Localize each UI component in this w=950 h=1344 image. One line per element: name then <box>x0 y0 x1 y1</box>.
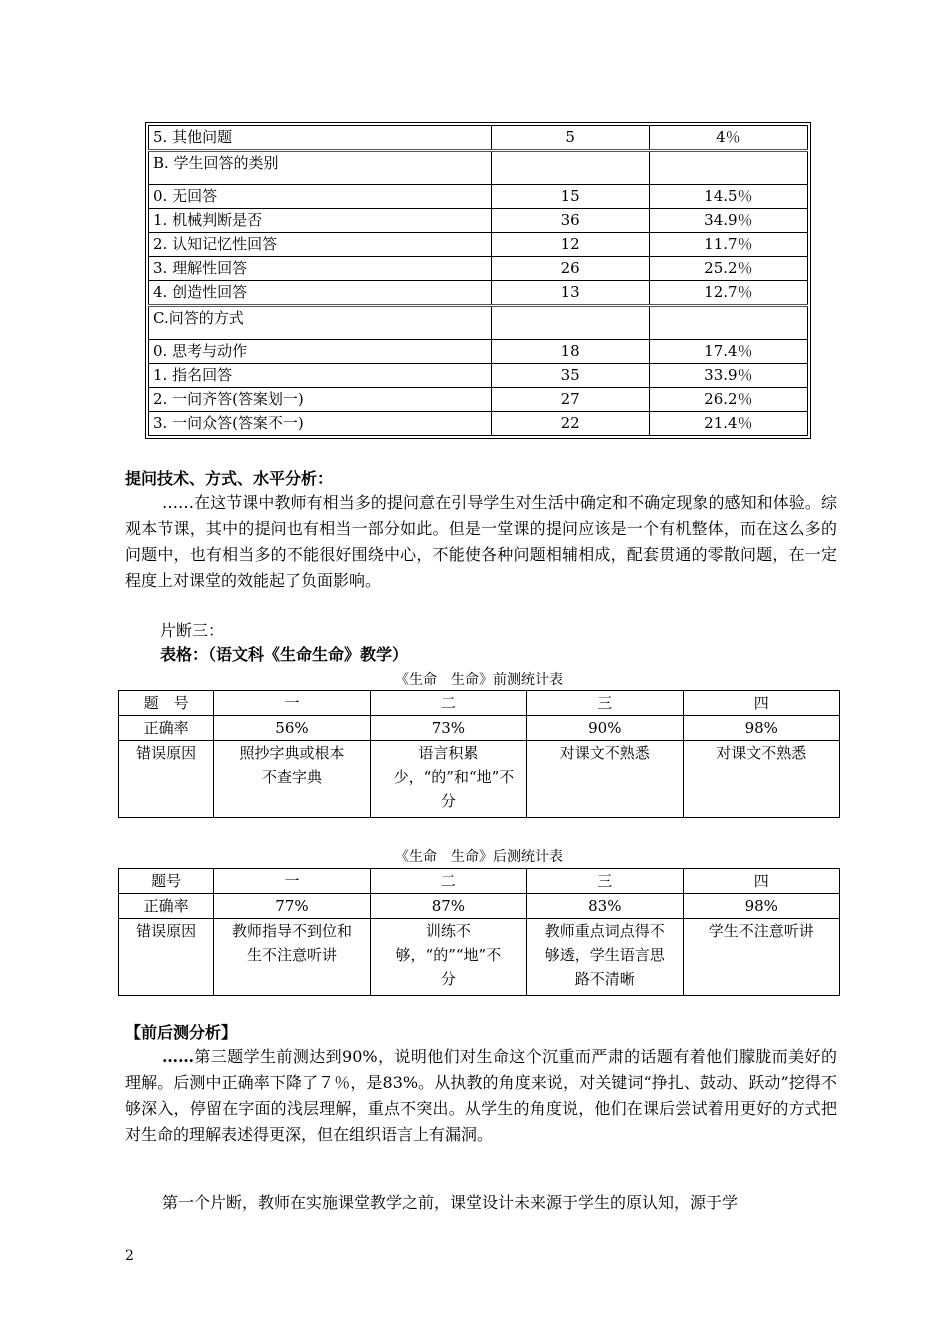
percent-cell: 25.2％ <box>649 257 807 281</box>
table-row <box>119 894 840 919</box>
header-cell: 三 <box>527 869 683 894</box>
reason-cell: 对课文不熟悉 <box>527 741 683 818</box>
rate-cell: 77% <box>214 894 370 919</box>
category-cell: 3. 理解性回答 <box>149 257 492 281</box>
count-cell: 13 <box>491 281 649 306</box>
reason-cell: 训练不够，“的”“地”不分 <box>370 919 526 996</box>
table-row <box>149 233 808 257</box>
table-row <box>149 257 808 281</box>
category-cell: B. 学生回答的类别 <box>149 151 492 185</box>
page-number: 2 <box>125 1248 134 1264</box>
category-cell: 0. 思考与动作 <box>149 340 492 364</box>
rate-cell: 90% <box>527 716 683 741</box>
percent-cell: 4％ <box>649 126 807 151</box>
category-cell: 0. 无回答 <box>149 185 492 209</box>
table-row <box>149 281 808 306</box>
table-row <box>149 364 808 388</box>
count-cell <box>491 151 649 185</box>
count-cell: 22 <box>491 412 649 436</box>
percent-cell: 11.7％ <box>649 233 807 257</box>
table-row <box>119 869 840 894</box>
count-cell: 15 <box>491 185 649 209</box>
header-cell: 一 <box>214 869 370 894</box>
category-cell: 1. 机械判断是否 <box>149 209 492 233</box>
category-cell: 5. 其他问题 <box>149 126 492 151</box>
table-row <box>149 388 808 412</box>
percent-cell: 33.9％ <box>649 364 807 388</box>
header-cell: 二 <box>370 869 526 894</box>
percent-cell: 34.9％ <box>649 209 807 233</box>
table-row <box>149 126 808 151</box>
percent-cell <box>649 306 807 340</box>
analysis-paragraph: ……在这节课中教师有相当多的提问意在引导学生对生活中确定和不确定现象的感知和体验。综观本节课，其中的提问也有相当一部分如此。但是一堂课的提问应该是一个有机整体，而在这么多的问题中，也有相当多的不能很好围绕中心，不能使各种问题相辅相成，配套贯通的零散问题，在一定程度上对课堂的效能起了负面影响。 <box>125 493 837 590</box>
header-cell: 三 <box>527 691 683 716</box>
category-cell: C.问答的方式 <box>149 306 492 340</box>
category-cell: 4. 创造性回答 <box>149 281 492 306</box>
header-cell: 题 号 <box>119 691 214 716</box>
table-row <box>119 716 840 741</box>
closing-paragraph: 第一个片断，教师在实施课堂教学之前，课堂设计未来源于学生的原认知，源于学 <box>162 1193 739 1212</box>
table-row <box>149 412 808 436</box>
reason-cell: 对课文不熟悉 <box>683 741 839 818</box>
percent-cell: 26.2％ <box>649 388 807 412</box>
percent-cell <box>649 151 807 185</box>
reason-cell: 教师指导不到位和生不注意听讲 <box>214 919 370 996</box>
rate-cell: 98% <box>683 894 839 919</box>
analysis-heading: 提问技术、方式、水平分析： <box>125 469 334 488</box>
rate-cell: 98% <box>683 716 839 741</box>
header-cell: 题号 <box>119 869 214 894</box>
reason-cell: 学生不注意听讲 <box>683 919 839 996</box>
percent-cell: 14.5％ <box>649 185 807 209</box>
count-cell <box>491 306 649 340</box>
pre-post-analysis-paragraph: ……第三题学生前测达到90%，说明他们对生命这个沉重而严肃的话题有着他们朦胧而美好的理解。后测中正确率下降了７％，是83%。从执教的角度来说，对关键词“挣扎、鼓动、跃动”挖得不够深入，停留在字面的浅层理解，重点不突出。从学生的角度说，他们在课后尝试着用更好的方式把对生命的理解表述得更深，但在组织语言上有漏洞。 <box>125 1047 837 1144</box>
question-stats-table <box>148 125 808 436</box>
header-cell: 二 <box>370 691 526 716</box>
header-cell: 四 <box>683 691 839 716</box>
table-row <box>149 185 808 209</box>
rate-cell: 83% <box>527 894 683 919</box>
reason-cell: 照抄字典或根本不查字典 <box>214 741 370 818</box>
category-cell: 1. 指名回答 <box>149 364 492 388</box>
percent-cell: 12.7％ <box>649 281 807 306</box>
category-cell: 2. 认知记忆性回答 <box>149 233 492 257</box>
row-label: 错误原因 <box>119 741 214 818</box>
table-row <box>149 340 808 364</box>
reason-cell: 教师重点词点得不够透，学生语言思路不清晰 <box>527 919 683 996</box>
count-cell: 36 <box>491 209 649 233</box>
table-row <box>119 919 840 996</box>
table-row <box>149 209 808 233</box>
category-cell: 2. 一问齐答(答案划一) <box>149 388 492 412</box>
percent-cell: 21.4％ <box>649 412 807 436</box>
count-cell: 18 <box>491 340 649 364</box>
header-cell: 一 <box>214 691 370 716</box>
count-cell: 12 <box>491 233 649 257</box>
row-label: 错误原因 <box>119 919 214 996</box>
row-label: 正确率 <box>119 716 214 741</box>
section-row <box>149 151 808 185</box>
rate-cell: 56% <box>214 716 370 741</box>
count-cell: 26 <box>491 257 649 281</box>
fragment-title: 片断三： <box>160 621 225 640</box>
section-row <box>149 306 808 340</box>
table-row <box>119 691 840 716</box>
count-cell: 27 <box>491 388 649 412</box>
table-row <box>119 741 840 818</box>
header-cell: 四 <box>683 869 839 894</box>
pre-post-analysis-heading: 【前后测分析】 <box>125 1023 238 1042</box>
reason-cell: 语言积累少，“的”和“地”不分 <box>370 741 526 818</box>
row-label: 正确率 <box>119 894 214 919</box>
post-test-table <box>118 868 840 996</box>
table-label: 表格：（语文科《生命生命》教学） <box>160 645 409 664</box>
pre-test-table <box>118 690 840 818</box>
category-cell: 3. 一问众答(答案不一) <box>149 412 492 436</box>
count-cell: 35 <box>491 364 649 388</box>
rate-cell: 87% <box>370 894 526 919</box>
post-test-caption: 《生命 生命》后测统计表 <box>395 849 563 865</box>
pre-test-caption: 《生命 生命》前测统计表 <box>395 672 563 688</box>
rate-cell: 73% <box>370 716 526 741</box>
count-cell: 5 <box>491 126 649 151</box>
percent-cell: 17.4％ <box>649 340 807 364</box>
